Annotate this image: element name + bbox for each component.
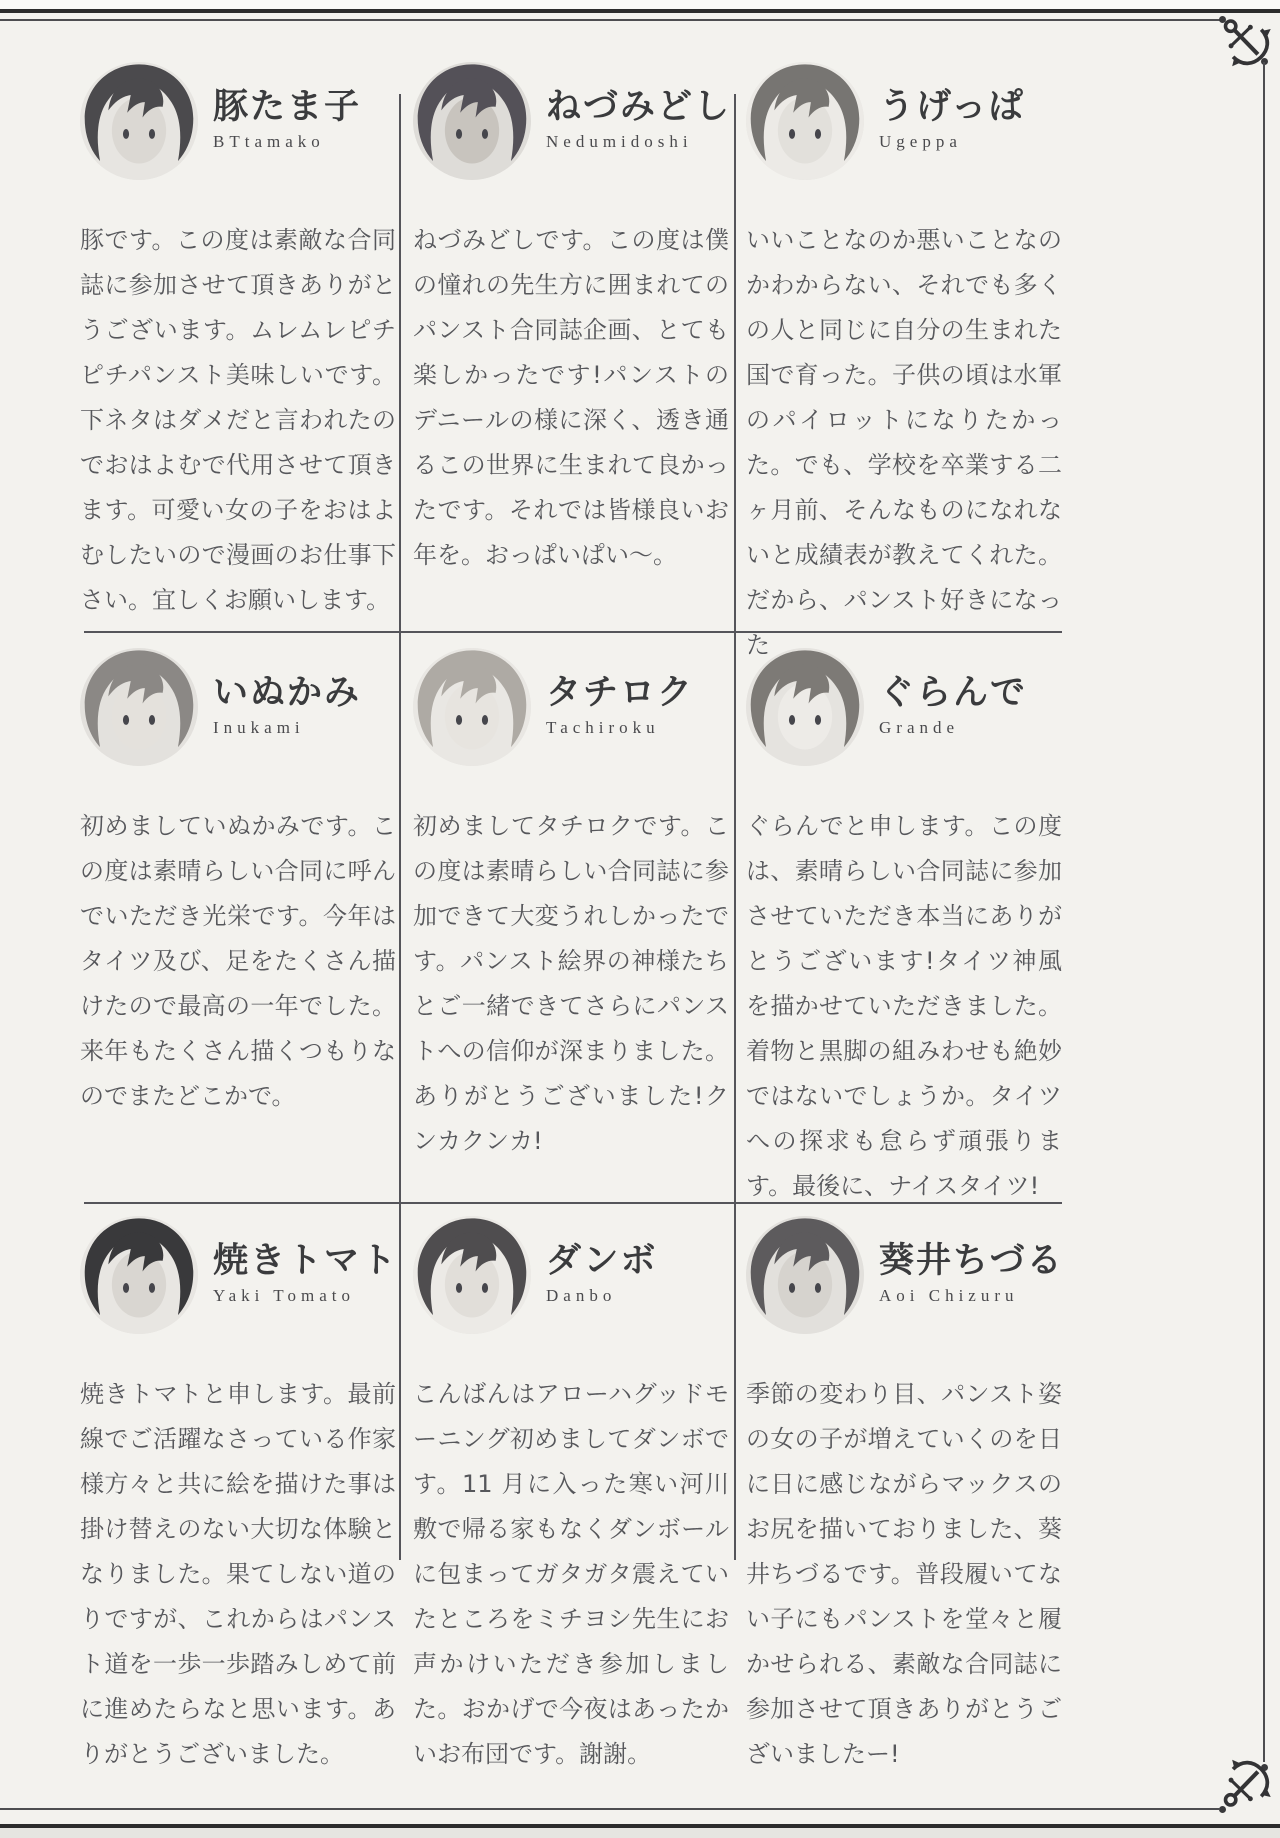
artist-avatar [80,62,198,180]
scan-edge-top [0,0,1280,9]
artist-name-romaji: Danbo [546,1285,617,1305]
artist-name-romaji: Grande [879,717,960,737]
anchor-icon [1198,1738,1280,1831]
artist-header [746,62,1062,194]
artist-name-jp: 焼きトマト [213,1241,399,1281]
artist-cell [413,62,732,578]
artist-cell [413,1216,729,1777]
artist-header [413,1216,729,1348]
artist-avatar [746,1216,864,1334]
artist-name-jp: タチロク [546,673,695,713]
border-bottom-thin [0,1808,1220,1810]
column-divider [399,94,401,1560]
artist-cell [80,62,396,623]
artist-header [80,62,396,194]
artist-name-jp: 豚たま子 [213,87,362,127]
artist-header [80,1216,399,1348]
artist-cell [80,648,396,1119]
artist-cell [746,1216,1062,1777]
artist-comment: ねづみどしです。この度は僕の憧れの先生方に囲まれてのパンスト合同誌企画、とても楽しかったです!パンストのデニールの様に深く、透き通るこの世界に生まれて良かったです。それでは皆様良いお年を。おっぱいぱい〜。 [413,226,729,569]
artist-name-romaji: Nedumidoshi [546,131,693,151]
artist-comment: 初めましていぬかみです。この度は素晴らしい合同に呼んでいただき光栄です。今年はタイツ及び、足をたくさん描けたので最高の一年でした。来年もたくさん描くつもりなのでまたどこかで。 [80,812,396,1110]
artist-avatar [80,648,198,766]
artist-avatar [746,648,864,766]
anchor-icon [1198,0,1280,88]
artist-name-romaji: Yaki Tomato [213,1285,355,1305]
artist-header [413,62,732,194]
artist-comment: 焼きトマトと申します。最前線でご活躍なさっている作家様方々と共に絵を描けた事は掛け替えのない大切な体験となりました。果てしない道のりですが、これからはパンスト道を一歩一歩踏みしめて前に進めたらなと思います。ありがとうございました。 [80,1380,396,1768]
artist-name-jp: いぬかみ [213,673,362,713]
column-divider [734,94,736,1560]
artist-name-jp: 葵井ちづる [879,1241,1064,1281]
artist-cell [80,1216,399,1777]
artist-header [80,648,396,780]
border-top-thin [0,19,1220,21]
artist-name-romaji: Ugeppa [879,131,962,151]
artist-comment: こんばんはアローハグッドモーニング初めましてダンボです。11 月に入った寒い河川敷で帰る家もなくダンボールに包まってガタガタ震えていたところをミチヨシ先生にお声かけいただき参加しました。おかげで今夜はあったかいお布団です。謝謝。 [413,1380,729,1768]
artist-header [746,1216,1062,1348]
artist-header [413,648,729,780]
line-end-dot [1219,1806,1226,1813]
border-right-thin [1263,62,1265,1762]
artist-name-romaji: BTtamako [213,131,325,151]
artist-cell [413,648,729,1164]
artist-name-romaji: Tachiroku [546,717,660,737]
artist-avatar [746,62,864,180]
artist-name-romaji: Inukami [213,717,305,737]
artist-avatar [80,1216,198,1334]
artist-name-jp: うげっぱ [879,87,1026,127]
artist-comment: 豚です。この度は素敵な合同誌に参加させて頂きありがとうございます。ムレムレピチピチパンスト美味しいです。下ネタはダメだと言われたのでおはよむで代用させて頂きます。可愛い女の子をおはよむしたいので漫画のお仕事下さい。宜しくお願いします。 [80,226,396,614]
artist-name-jp: ダンボ [546,1241,658,1281]
artist-avatar [413,62,531,180]
artist-comment: 初めましてタチロクです。この度は素晴らしい合同誌に参加できて大変うれしかったです。パンスト絵界の神様たちとご一緒できてさらにパンストへの信仰が深まりました。ありがとうございました!クンカクンカ! [413,812,729,1155]
artist-name-jp: ねづみどし [546,87,732,127]
artist-name-romaji: Aoi Chizuru [879,1285,1019,1305]
artist-cell [746,648,1062,1209]
artist-comment: ぐらんでと申します。この度は、素晴らしい合同誌に参加させていただき本当にありがとうございます!タイツ神風を描かせていただきました。着物と黒脚の組みわせも絶妙ではないでしょうか。タイツへの探求も怠らず頑張ります。最後に、ナイスタイツ! [746,812,1062,1200]
border-top-thick [0,9,1280,13]
artist-comment: 季節の変わり目、パンスト姿の女の子が増えていくのを日に日に感じながらマックスのお尻を描いておりました、葵井ちづるです。普段履いてない子にもパンストを堂々と履かせられる、素敵な合同誌に参加させて頂きありがとうございましたー! [746,1380,1062,1768]
artist-name-jp: ぐらんで [879,673,1028,713]
artist-avatar [413,1216,531,1334]
artist-avatar [413,648,531,766]
artist-cell [746,62,1062,668]
artist-comment: いいことなのか悪いことなのかわからない、それでも多くの人と同じに自分の生まれた国で育った。子供の頃は水軍のパイロットになりたかった。でも、学校を卒業する二ヶ月前、そんなものになれないと成績表が教えてくれた。だから、パンスト好きになった [746,226,1062,659]
artist-header [746,648,1062,780]
scan-edge-bottom [0,1828,1280,1838]
